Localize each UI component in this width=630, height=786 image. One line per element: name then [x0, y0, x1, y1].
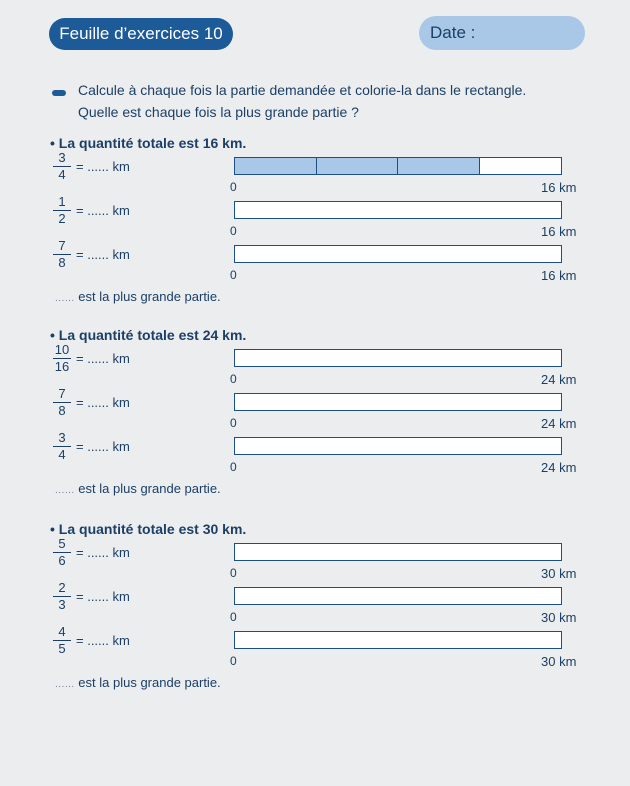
bar-end-label: 16 km [541, 268, 577, 283]
fraction-numerator: 4 [53, 625, 71, 641]
conclusion-text: est la plus grande partie. [78, 481, 221, 496]
bar-end-label: 24 km [541, 416, 577, 431]
bar-segment[interactable] [235, 438, 561, 454]
fraction [53, 343, 71, 374]
fraction-denominator: 3 [58, 597, 66, 612]
bar-segment[interactable] [235, 632, 561, 648]
fraction-numerator: 7 [53, 239, 71, 255]
bar-start-label: 0 [230, 372, 237, 386]
bar-end-label: 30 km [541, 566, 577, 581]
instruction-line-2: Quelle est chaque fois la plus grande partie ? [78, 104, 359, 120]
fraction-denominator: 4 [58, 167, 66, 182]
bar-end-label: 16 km [541, 180, 577, 195]
bar-start-label: 0 [230, 610, 237, 624]
distance-bar[interactable] [234, 631, 562, 649]
fraction-numerator: 10 [54, 342, 70, 357]
distance-bar[interactable] [234, 543, 562, 561]
unit-label: km [112, 439, 130, 454]
bar-end-label: 30 km [541, 610, 577, 625]
unit-label: km [112, 351, 130, 366]
equals-blank[interactable]: = ...... [76, 439, 109, 454]
bar-start-label: 0 [230, 416, 237, 430]
equals-blank[interactable]: = ...... [76, 589, 109, 604]
equals-blank[interactable]: = ...... [76, 633, 109, 648]
instruction-bullet [52, 90, 66, 96]
bar-segment[interactable] [235, 202, 561, 218]
distance-bar[interactable] [234, 201, 562, 219]
unit-label: km [112, 247, 130, 262]
bar-segment[interactable] [235, 246, 561, 262]
section-title: • La quantité totale est 30 km. [50, 521, 247, 537]
conclusion [55, 289, 221, 304]
distance-bar[interactable] [234, 157, 562, 175]
instruction-line-1: Calcule à chaque fois la partie demandée et colorie-la dans le rectangle. [78, 82, 527, 98]
distance-bar[interactable] [234, 587, 562, 605]
conclusion-text: est la plus grande partie. [78, 675, 221, 690]
distance-bar[interactable] [234, 349, 562, 367]
distance-bar[interactable] [234, 245, 562, 263]
bar-segment[interactable] [235, 350, 561, 366]
unit-label: km [112, 545, 130, 560]
bar-start-label: 0 [230, 654, 237, 668]
fraction [53, 431, 71, 462]
section-title: • La quantité totale est 24 km. [50, 327, 247, 343]
fraction-denominator: 16 [54, 359, 70, 374]
conclusion [55, 481, 221, 496]
bar-end-label: 24 km [541, 372, 577, 387]
fraction-denominator: 8 [58, 403, 66, 418]
answer-blank[interactable]: ...... [55, 679, 75, 690]
bar-segment[interactable] [235, 394, 561, 410]
fraction-numerator: 2 [53, 581, 71, 597]
unit-label: km [112, 589, 130, 604]
fraction [53, 537, 71, 568]
bar-end-label: 30 km [541, 654, 577, 669]
equals-blank[interactable]: = ...... [76, 351, 109, 366]
fraction-numerator: 5 [53, 537, 71, 553]
fraction [53, 581, 71, 612]
equals-blank[interactable]: = ...... [76, 545, 109, 560]
equals-blank[interactable]: = ...... [76, 203, 109, 218]
fraction [53, 239, 71, 270]
fraction-answer[interactable] [76, 633, 130, 648]
bar-end-label: 16 km [541, 224, 577, 239]
bar-start-label: 0 [230, 566, 237, 580]
bar-segment[interactable] [235, 158, 317, 174]
fraction [53, 625, 71, 656]
answer-blank[interactable]: ...... [55, 293, 75, 304]
bar-segment[interactable] [317, 158, 399, 174]
fraction [53, 387, 71, 418]
unit-label: km [112, 633, 130, 648]
fraction-answer[interactable] [76, 159, 130, 174]
fraction-answer[interactable] [76, 395, 130, 410]
equals-blank[interactable]: = ...... [76, 159, 109, 174]
distance-bar[interactable] [234, 393, 562, 411]
bar-end-label: 24 km [541, 460, 577, 475]
fraction-answer[interactable] [76, 247, 130, 262]
equals-blank[interactable]: = ...... [76, 247, 109, 262]
fraction-numerator: 3 [53, 151, 71, 167]
bar-start-label: 0 [230, 180, 237, 194]
distance-bar[interactable] [234, 437, 562, 455]
conclusion [55, 675, 221, 690]
fraction-denominator: 6 [58, 553, 66, 568]
fraction-answer[interactable] [76, 589, 130, 604]
bar-start-label: 0 [230, 268, 237, 282]
fraction-numerator: 3 [53, 431, 71, 447]
fraction [53, 195, 71, 226]
date-field[interactable]: Date : [419, 16, 585, 50]
fraction-answer[interactable] [76, 203, 130, 218]
fraction-answer[interactable] [76, 351, 130, 366]
bar-segment[interactable] [235, 544, 561, 560]
unit-label: km [112, 203, 130, 218]
fraction-denominator: 2 [58, 211, 66, 226]
bar-segment[interactable] [480, 158, 562, 174]
bar-start-label: 0 [230, 460, 237, 474]
section-title: • La quantité totale est 16 km. [50, 135, 247, 151]
equals-blank[interactable]: = ...... [76, 395, 109, 410]
fraction-answer[interactable] [76, 439, 130, 454]
unit-label: km [112, 159, 130, 174]
fraction-denominator: 5 [58, 641, 66, 656]
bar-segment[interactable] [398, 158, 480, 174]
fraction-denominator: 8 [58, 255, 66, 270]
conclusion-text: est la plus grande partie. [78, 289, 221, 304]
worksheet-title: Feuille d’exercices 10 [49, 18, 233, 50]
fraction-numerator: 7 [53, 387, 71, 403]
fraction-answer[interactable] [76, 545, 130, 560]
bar-segment[interactable] [235, 588, 561, 604]
fraction [53, 151, 71, 182]
bar-start-label: 0 [230, 224, 237, 238]
fraction-denominator: 4 [58, 447, 66, 462]
fraction-numerator: 1 [53, 195, 71, 211]
unit-label: km [112, 395, 130, 410]
answer-blank[interactable]: ...... [55, 485, 75, 496]
